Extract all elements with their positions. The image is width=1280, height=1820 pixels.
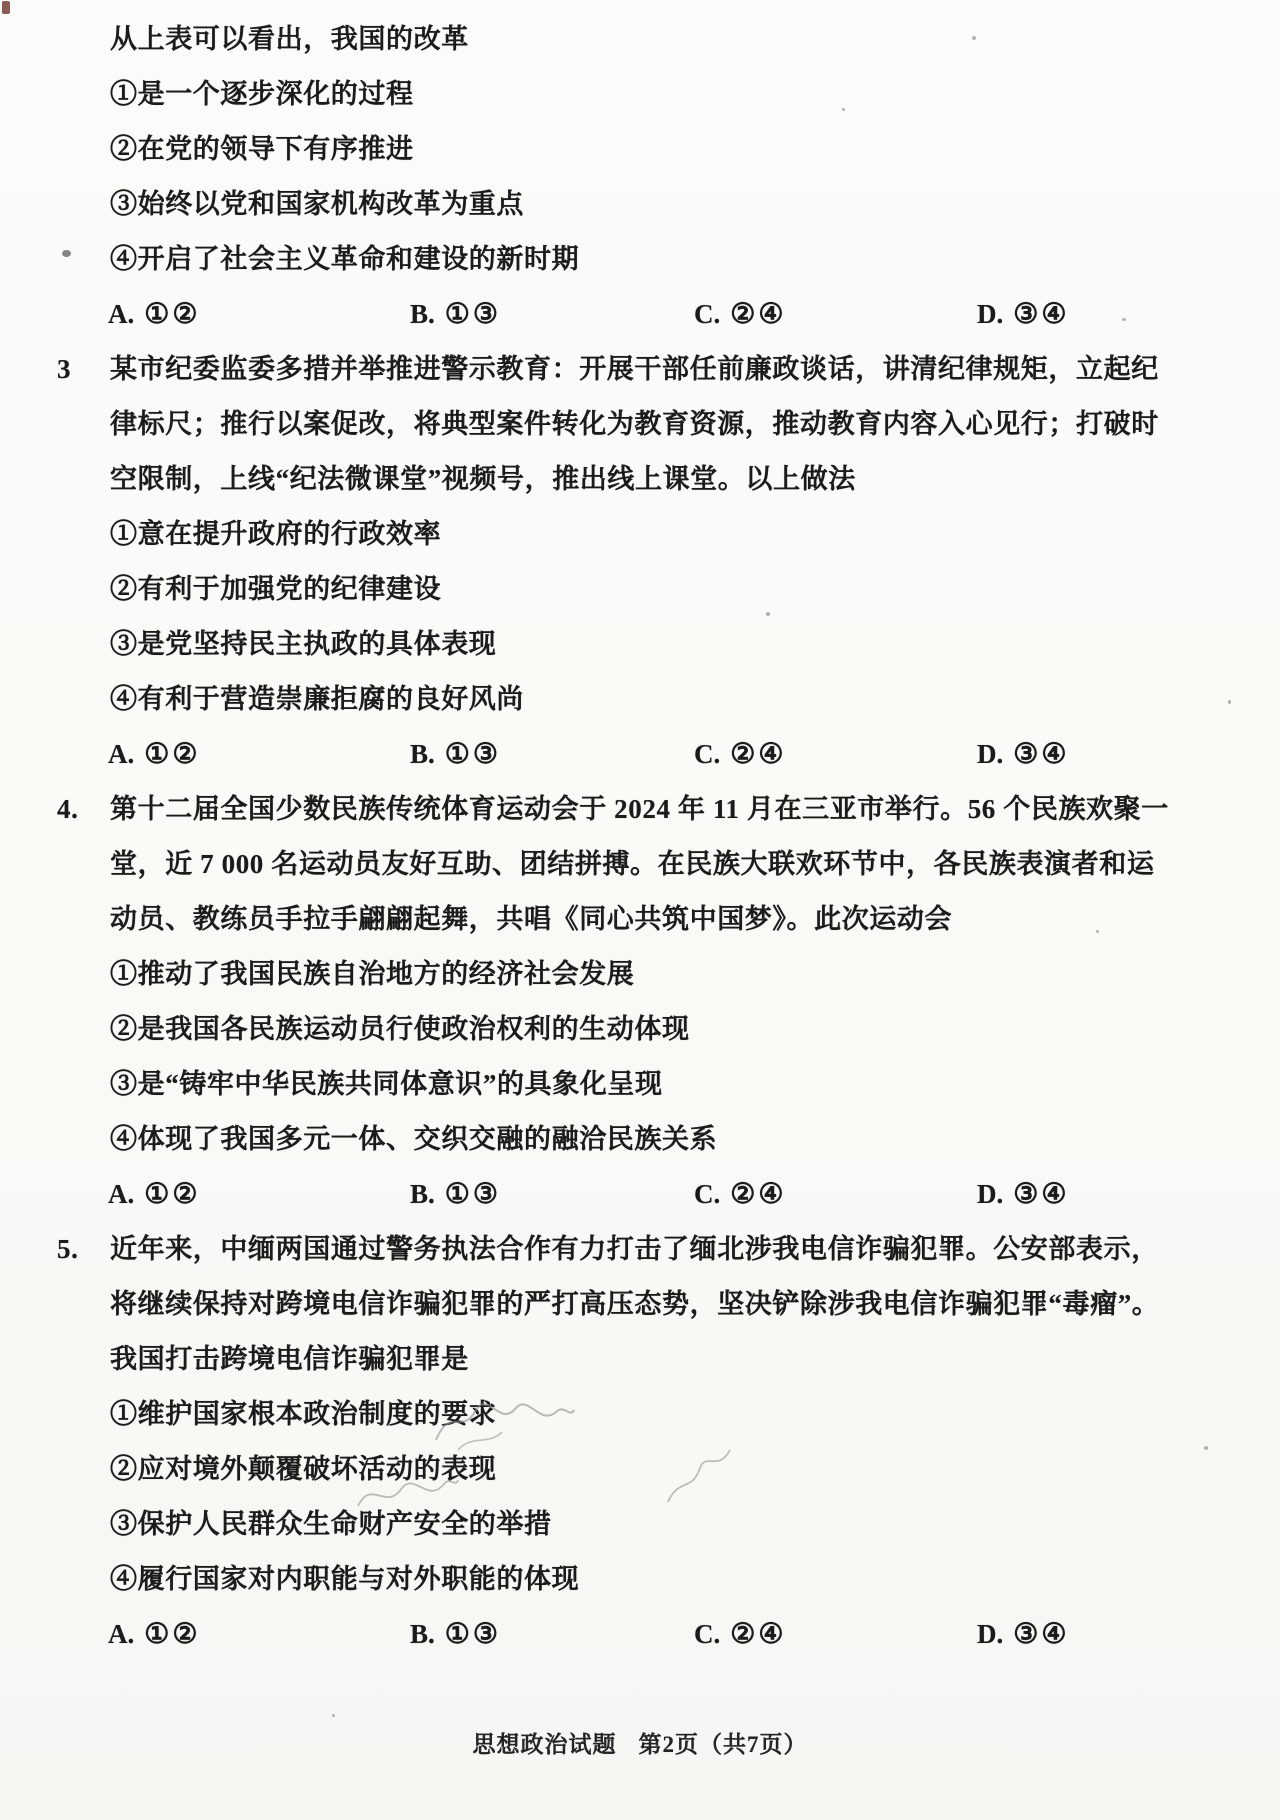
option-b: B. ①③ bbox=[410, 1619, 501, 1650]
option-c: C. ②④ bbox=[694, 299, 787, 330]
answer-options-row bbox=[0, 287, 1280, 342]
scan-speck bbox=[972, 36, 976, 40]
question-choice-item: ①维护国家根本政治制度的要求 bbox=[110, 1399, 497, 1429]
scan-speck bbox=[332, 1714, 335, 1717]
scan-speck bbox=[1096, 930, 1099, 933]
question-choice-item: ③是“铸牢中华民族共同体意识”的具象化呈现 bbox=[110, 1069, 663, 1099]
scan-speck bbox=[766, 612, 770, 616]
option-a: A. ①② bbox=[108, 1179, 201, 1210]
question-stem-line: 空限制，上线“纪法微课堂”视频号，推出线上课堂。以上做法 bbox=[110, 464, 856, 494]
option-c: C. ②④ bbox=[694, 739, 787, 770]
question-3 bbox=[0, 342, 1280, 782]
answer-options-row bbox=[0, 727, 1280, 782]
question-4 bbox=[0, 782, 1280, 1222]
question-choice-item: ③保护人民群众生命财产安全的举措 bbox=[110, 1509, 552, 1539]
question-number: 5. bbox=[57, 1234, 79, 1264]
option-a: A. ①② bbox=[108, 299, 201, 330]
question-stem-line: 3 某市纪委监委多措并举推进警示教育：开展干部任前廉政谈话，讲清纪律规矩，立起纪 bbox=[0, 342, 1280, 397]
question-choice-item: ②在党的领导下有序推进 bbox=[110, 134, 414, 164]
exam-title: 思想政治试题 bbox=[472, 1732, 617, 1757]
option-d: D. ③④ bbox=[977, 1179, 1070, 1210]
question-2-continuation bbox=[0, 12, 1280, 342]
option-c: C. ②④ bbox=[694, 1619, 787, 1650]
scan-speck bbox=[842, 108, 845, 111]
scan-speck bbox=[418, 1246, 422, 1249]
question-stem-line: 4. 第十二届全国少数民族传统体育运动会于 2024 年 11 月在三亚市举行。56 个民族欢聚一 bbox=[0, 782, 1280, 837]
question-number: 4. bbox=[57, 794, 79, 824]
page-footer bbox=[0, 1726, 1280, 1759]
question-choice-item: ④开启了社会主义革命和建设的新时期 bbox=[110, 244, 580, 274]
question-choice-item: ④履行国家对内职能与对外职能的体现 bbox=[110, 1564, 580, 1594]
question-choice-item: ①是一个逐步深化的过程 bbox=[110, 79, 414, 109]
page-number: 第2页（共7页） bbox=[638, 1732, 808, 1757]
option-a: A. ①② bbox=[108, 739, 201, 770]
scan-speck bbox=[1122, 318, 1126, 321]
question-stem-line: 我国打击跨境电信诈骗犯罪是 bbox=[110, 1344, 469, 1374]
question-number: 3 bbox=[57, 354, 72, 384]
scan-speck bbox=[1204, 1446, 1208, 1450]
handwriting-scribble bbox=[428, 1388, 578, 1458]
option-a: A. ①② bbox=[108, 1619, 201, 1650]
question-stem-line: 从上表可以看出，我国的改革 bbox=[110, 24, 469, 54]
answer-options-row bbox=[0, 1607, 1280, 1662]
handwriting-scribble bbox=[352, 1462, 462, 1524]
option-d: D. ③④ bbox=[977, 299, 1070, 330]
question-stem-line: 堂，近 7 000 名运动员友好互助、团结拼搏。在民族大联欢环节中，各民族表演者和运 bbox=[110, 849, 1155, 879]
option-b: B. ①③ bbox=[410, 739, 501, 770]
exam-content bbox=[0, 12, 1280, 1662]
question-choice-item: ④体现了我国多元一体、交织交融的融洽民族关系 bbox=[110, 1124, 718, 1154]
option-c: C. ②④ bbox=[694, 1179, 787, 1210]
question-stem-line: 动员、教练员手拉手翩翩起舞，共唱《同心共筑中国梦》。此次运动会 bbox=[110, 904, 953, 934]
scan-speck bbox=[1228, 700, 1231, 704]
option-b: B. ①③ bbox=[410, 299, 501, 330]
question-choice-item: ①推动了我国民族自治地方的经济社会发展 bbox=[110, 959, 635, 989]
answer-options-row bbox=[0, 1167, 1280, 1222]
handwriting-scribble bbox=[648, 1438, 748, 1510]
question-5 bbox=[0, 1222, 1280, 1662]
question-choice-item: ②应对境外颠覆破坏活动的表现 bbox=[110, 1454, 497, 1484]
question-stem-line: 将继续保持对跨境电信诈骗犯罪的严打高压态势，坚决铲除涉我电信诈骗犯罪“毒瘤”。 bbox=[110, 1289, 1160, 1319]
option-b: B. ①③ bbox=[410, 1179, 501, 1210]
question-choice-item: ①意在提升政府的行政效率 bbox=[110, 519, 442, 549]
scan-speck bbox=[62, 250, 71, 257]
question-stem-line: 5. 近年来，中缅两国通过警务执法合作有力打击了缅北涉我电信诈骗犯罪。公安部表示， bbox=[0, 1222, 1280, 1277]
question-stem-line: 律标尺；推行以案促改，将典型案件转化为教育资源，推动教育内容入心见行；打破时 bbox=[110, 409, 1159, 439]
question-choice-item: ④有利于营造崇廉拒腐的良好风尚 bbox=[110, 684, 524, 714]
question-choice-item: ②有利于加强党的纪律建设 bbox=[110, 574, 442, 604]
question-choice-item: ②是我国各民族运动员行使政治权利的生动体现 bbox=[110, 1014, 690, 1044]
option-d: D. ③④ bbox=[977, 739, 1070, 770]
question-choice-item: ③始终以党和国家机构改革为重点 bbox=[110, 189, 524, 219]
option-d: D. ③④ bbox=[977, 1619, 1070, 1650]
question-choice-item: ③是党坚持民主执政的具体表现 bbox=[110, 629, 497, 659]
